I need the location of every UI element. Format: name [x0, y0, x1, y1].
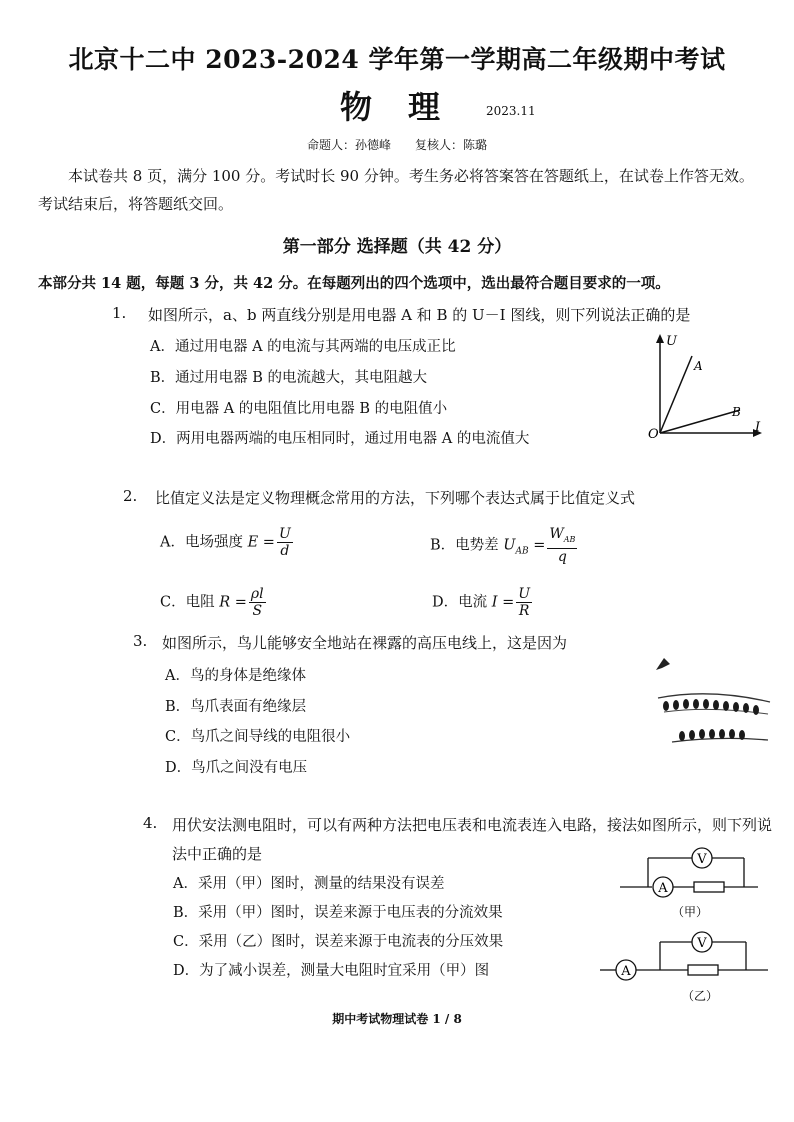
- resistor-icon: [688, 965, 718, 975]
- q1-origin-label: O: [648, 427, 659, 442]
- exam-title: 北京十二中 2023-2024 学年第一学期高二年级期中考试: [68, 45, 726, 74]
- svg-text:A: A: [621, 964, 631, 979]
- q3-birds-on-wire-photo: [650, 650, 775, 755]
- svg-text:V: V: [697, 936, 707, 951]
- q1-option-d: D．两用电器两端的电压相同时，通过用电器 A 的电流值大: [150, 431, 530, 447]
- q4-fig-jia-label: （甲）: [671, 905, 709, 919]
- q2-option-a: A．电场强度 E = $\frac{U}{d}$: [160, 526, 291, 559]
- q1-option-c: C．用电器 A 的电阻值比用电器 B 的电阻值小: [150, 401, 448, 417]
- q4-stem-line2: 法中正确的是: [172, 845, 263, 863]
- q2-d-fraction: $\frac{U}{R}$: [518, 586, 531, 619]
- q2-c-fraction: $\frac{\rho l}{S}$: [250, 586, 264, 619]
- q3-option-c: C．鸟爪之间导线的电阻很小: [165, 729, 351, 745]
- q2-b-fraction: $\frac{W_{AB}}{q}$: [549, 526, 576, 565]
- exam-instructions: 本试卷共 8 页，满分 100 分。考试时长 90 分钟。考生务必将答案答在答题纸上，在试卷上作答无效。考试结束后，将答题纸交回。: [38, 167, 754, 213]
- q2-option-d: D．电流 I = $\frac{U}{R}$: [432, 586, 531, 619]
- q4-circuit-jia: [620, 842, 760, 922]
- q3-option-b: B．鸟爪表面有绝缘层: [165, 699, 307, 715]
- q4-option-c: C．采用（乙）图时，误差来源于电流表的分压效果: [173, 934, 504, 950]
- q3-option-a: A．鸟的身体是绝缘体: [165, 668, 306, 684]
- svg-text:A: A: [658, 881, 668, 896]
- section-title: 第一部分 选择题（共 42 分）: [282, 237, 512, 257]
- q1-number: 1.: [112, 304, 127, 322]
- q3-option-d: D．鸟爪之间没有电压: [165, 760, 308, 776]
- q2-option-b: B．电势差 $U_{AB}$ = $\frac{W_{AB}}{q}$: [430, 526, 576, 565]
- exam-date: 2023.11: [486, 104, 536, 118]
- q2-option-c: C．电阻 R = $\frac{\rho l}{S}$: [160, 586, 264, 619]
- q1-option-b: B．通过用电器 B 的电流越大，其电阻越大: [150, 370, 428, 386]
- q1-line-a-label: A: [694, 359, 703, 373]
- resistor-icon: [694, 882, 724, 892]
- svg-text:V: V: [697, 852, 707, 867]
- page-footer: 期中考试物理试卷 1 / 8: [332, 1012, 462, 1026]
- q3-number: 3.: [133, 632, 148, 650]
- q1-line-b-label: B: [732, 405, 741, 419]
- q1-option-a: A．通过用电器 A 的电流与其两端的电压成正比: [150, 339, 456, 355]
- q2-number: 2.: [123, 487, 138, 505]
- q4-circuit-yi: [600, 928, 770, 1004]
- q3-stem: 如图所示，鸟儿能够安全地站在裸露的高压电线上，这是因为: [162, 634, 568, 652]
- q4-option-a: A．采用（甲）图时，测量的结果没有误差: [173, 876, 445, 892]
- q4-number: 4.: [143, 814, 158, 832]
- q4-option-b: B．采用（甲）图时，误差来源于电压表的分流效果: [173, 905, 503, 921]
- q2-a-fraction: $\frac{U}{d}$: [278, 526, 291, 559]
- q1-stem: 如图所示，a、b 两直线分别是用电器 A 和 B 的 U－I 图线，则下列说法正确的是: [148, 306, 691, 324]
- subject-title: 物 理: [340, 88, 443, 126]
- q2-stem: 比值定义法是定义物理概念常用的方法，下列哪个表达式属于比值定义式: [155, 489, 636, 507]
- q4-option-d: D．为了减小误差，测量大电阻时宜采用（甲）图: [173, 963, 490, 979]
- q4-stem-line1: 用伏安法测电阻时，可以有两种方法把电压表和电流表连入电路，接法如图所示，则下列说: [172, 816, 773, 834]
- q4-fig-yi-label: （乙）: [681, 989, 719, 1003]
- q1-x-axis-label: I: [755, 420, 761, 435]
- section-description: 本部分共 14 题，每题 3 分，共 42 分。在每题列出的四个选项中，选出最符合题目要求的一项。: [38, 275, 670, 292]
- q1-y-axis-label: U: [666, 334, 677, 349]
- authors-line: 命题人：孙德峰 复核人：陈璐: [306, 138, 487, 152]
- q1-ui-graph: [640, 330, 770, 445]
